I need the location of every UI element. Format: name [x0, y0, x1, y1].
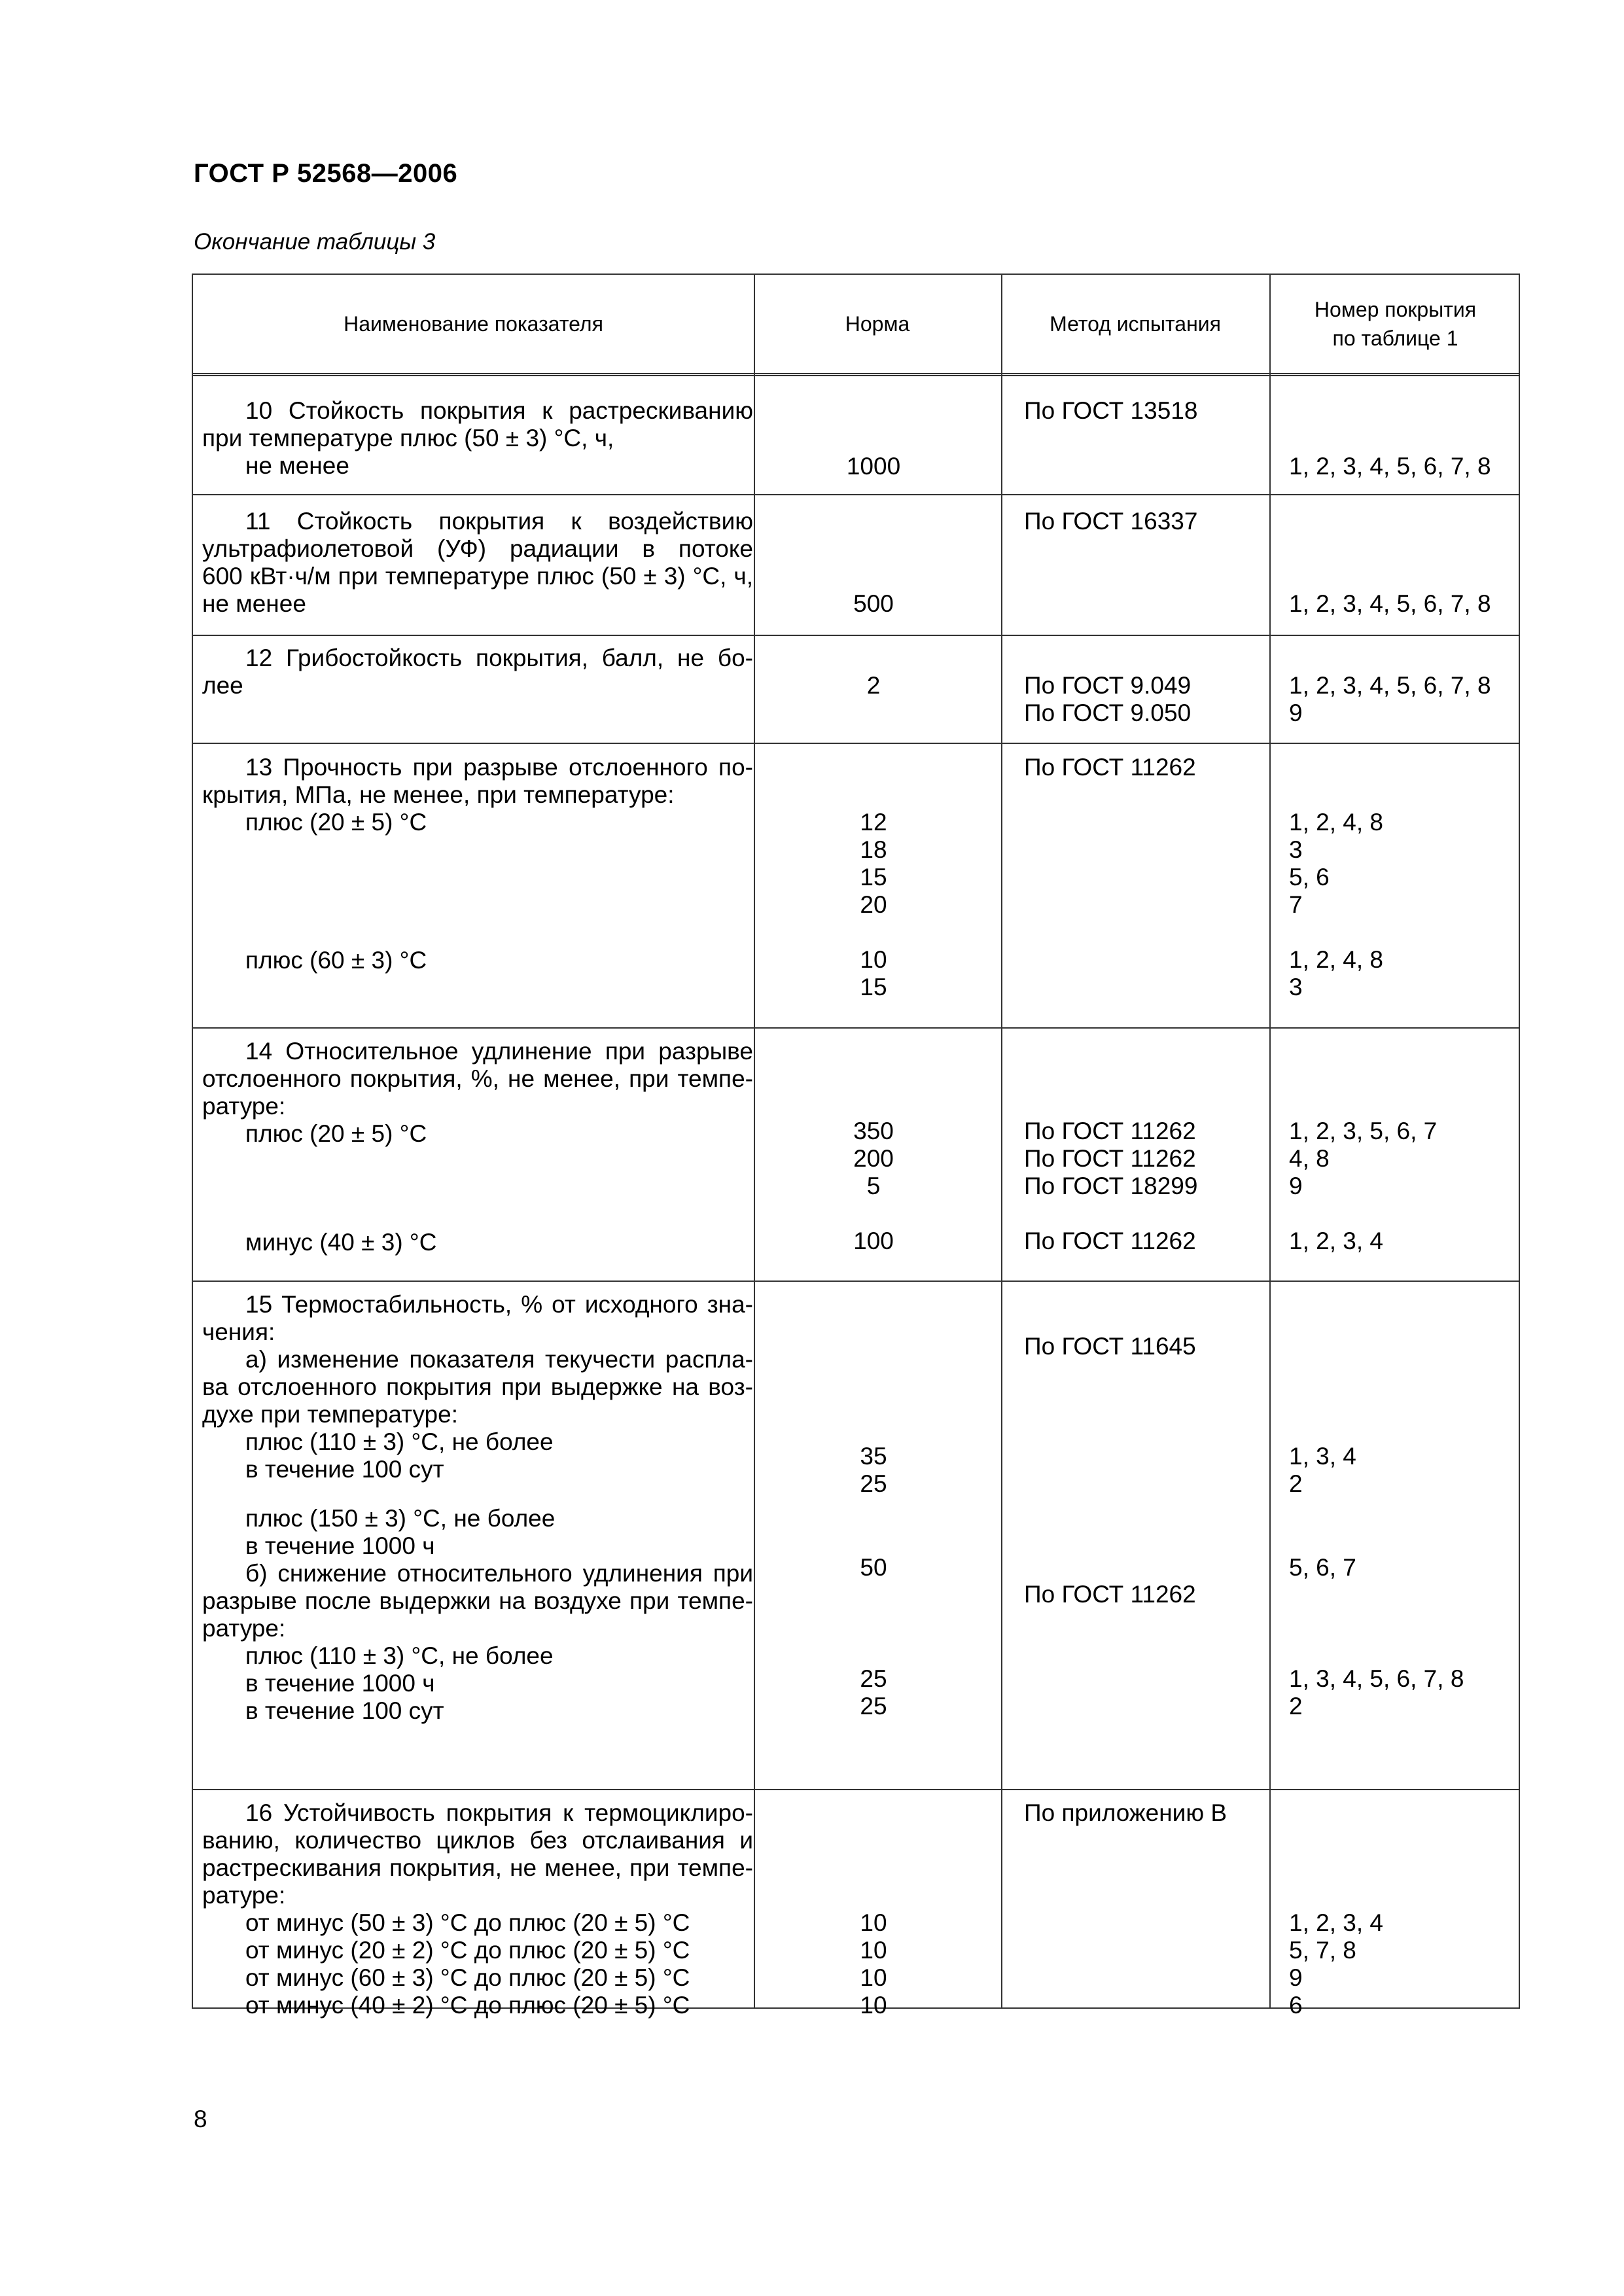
- norm-value: 50: [860, 1554, 887, 1581]
- table-row-13-name-cont: [202, 947, 753, 974]
- norm-value: 12: [860, 809, 887, 836]
- row-divider: [193, 1280, 1519, 1282]
- name-line: разрыве после выдержки на воздухе при темпе-: [202, 1587, 753, 1614]
- method-value: По ГОСТ 9.050: [1024, 699, 1192, 726]
- method-value: По приложению В: [1024, 1799, 1227, 1826]
- name-line: ратуре:: [202, 1093, 286, 1120]
- name-line: отслоенного покрытия, %, не менее, при темпе-: [202, 1065, 753, 1092]
- norm-value: 35: [860, 1443, 887, 1470]
- name-line: 10 Стойкость покрытия к растрескиванию: [245, 397, 753, 424]
- method-value: По ГОСТ 11645: [1024, 1333, 1196, 1360]
- name-line: плюс (20 ± 5) °С: [245, 1120, 427, 1147]
- coverage-value: 2: [1289, 1693, 1303, 1720]
- name-line: не менее: [202, 590, 306, 617]
- coverage-value: 3: [1289, 836, 1303, 863]
- name-line: от минус (40 ± 2) °С до плюс (20 ± 5) °С: [245, 1992, 690, 2019]
- norm-value: 500: [853, 590, 894, 617]
- coverage-value: 4, 8: [1289, 1145, 1330, 1172]
- method-value: По ГОСТ 11262: [1024, 754, 1196, 781]
- coverage-value: 7: [1289, 891, 1303, 918]
- name-line: духе при температуре:: [202, 1401, 458, 1428]
- coverage-value: 1, 2, 3, 4, 5, 6, 7, 8: [1289, 590, 1491, 617]
- coverage-value: 3: [1289, 974, 1303, 1000]
- header-name: Наименование показателя: [344, 312, 603, 336]
- norm-value: 200: [853, 1145, 894, 1172]
- norm-value: 10: [860, 1909, 887, 1936]
- document-code: ГОСТ Р 52568—2006: [194, 159, 458, 188]
- table-row-14-name: [202, 1038, 753, 1148]
- name-line: чения:: [202, 1318, 275, 1345]
- table-row-13-name: [202, 754, 753, 836]
- row-divider: [193, 494, 1519, 495]
- name-line: в течение 1000 ч: [245, 1670, 435, 1697]
- table-row-11-coverage: [1289, 590, 1518, 618]
- method-value: По ГОСТ 11262: [1024, 1227, 1196, 1254]
- norm-value: 10: [860, 1992, 887, 2019]
- table-row-15-norm-a1: [762, 1443, 985, 1498]
- name-line: плюс (150 ± 3) °С, не более: [245, 1505, 556, 1532]
- table-row-14-norm: [762, 1118, 985, 1255]
- name-line: от минус (60 ± 3) °С до плюс (20 ± 5) °С: [245, 1964, 690, 1991]
- coverage-value: 9: [1289, 1173, 1303, 1199]
- coverage-value: 1, 2, 3, 4, 5, 6, 7, 8: [1289, 672, 1491, 699]
- norm-value: 18: [860, 836, 887, 863]
- coverage-value: 1, 3, 4: [1289, 1443, 1356, 1470]
- coverage-value: 5, 6: [1289, 864, 1330, 891]
- table-row-14-name-cont: [202, 1229, 753, 1256]
- name-line: плюс (110 ± 3) °С, не более: [245, 1642, 554, 1669]
- name-line: 13 Прочность при разрыве отслоенного по-: [245, 754, 753, 781]
- page-number: 8: [194, 2106, 207, 2132]
- norm-value: 10: [860, 1937, 887, 1964]
- table-row-10-name: [202, 397, 753, 480]
- table-row-12-name: [202, 645, 753, 699]
- name-line: плюс (20 ± 5) °С: [245, 809, 427, 836]
- table-row-15-name: [202, 1291, 753, 1483]
- coverage-value: 6: [1289, 1992, 1303, 2019]
- table-row-15-norm-b: [762, 1665, 985, 1720]
- name-line: 11 Стойкость покрытия к воздействию: [245, 508, 753, 535]
- name-line: ратуре:: [202, 1882, 286, 1909]
- name-line: плюс (60 ± 3) °С: [245, 947, 427, 974]
- norm-value: 20: [860, 891, 887, 918]
- name-line: ратуре:: [202, 1615, 286, 1642]
- name-line: растрескивания покрытия, не менее, при темпе-: [202, 1854, 753, 1881]
- table-row-15-coverage-b: [1289, 1665, 1518, 1720]
- coverage-value: 1, 2, 3, 4: [1289, 1227, 1383, 1254]
- table-row-16-coverage: [1289, 1909, 1518, 2019]
- method-value: По ГОСТ 18299: [1024, 1173, 1198, 1199]
- header-coverage-line2: по таблице 1: [1332, 327, 1458, 350]
- table-row-11-name: [202, 508, 753, 618]
- table-row-12-method: [1024, 672, 1286, 727]
- coverage-value: 2: [1289, 1470, 1303, 1497]
- table-row-15-coverage-a1: [1289, 1443, 1518, 1498]
- method-value: По ГОСТ 11262: [1024, 1118, 1196, 1144]
- name-line: 600 кВт·ч/м при температуре плюс (50 ± 3) °С, ч,: [202, 563, 753, 590]
- name-line: б) снижение относительного удлинения при: [245, 1560, 753, 1587]
- name-line: от минус (50 ± 3) °С до плюс (20 ± 5) °С: [245, 1909, 690, 1936]
- table-row-14-coverage: [1289, 1118, 1518, 1255]
- row-divider: [193, 635, 1519, 636]
- coverage-value: 1, 3, 4, 5, 6, 7, 8: [1289, 1665, 1464, 1692]
- table-row-11-norm: [762, 590, 985, 618]
- name-line: ва отслоенного покрытия при выдержке на воз-: [202, 1373, 753, 1400]
- row-divider: [193, 1027, 1519, 1029]
- table-row-14-method: [1024, 1118, 1286, 1255]
- name-line: 14 Относительное удлинение при разрыве: [245, 1038, 753, 1065]
- table-row-15-method-b: [1024, 1581, 1286, 1608]
- table-row-15-norm-a2: [762, 1554, 985, 1581]
- name-line: лее: [202, 672, 243, 699]
- column-divider: [754, 275, 755, 2007]
- table-row-11-method: [1024, 508, 1286, 535]
- table-row-12-norm: [762, 672, 985, 699]
- table-header: [193, 275, 1519, 376]
- coverage-value: 1, 2, 3, 5, 6, 7: [1289, 1118, 1438, 1144]
- name-line: а) изменение показателя текучести распла-: [245, 1346, 753, 1373]
- name-line: плюс (110 ± 3) °С, не более: [245, 1428, 554, 1455]
- header-coverage-line1: Номер покрытия: [1314, 298, 1477, 321]
- table-row-13-coverage: [1289, 809, 1518, 1001]
- name-line: не менее: [245, 452, 349, 479]
- norm-value: 25: [860, 1693, 887, 1720]
- table-row-15-coverage-a2: [1289, 1554, 1518, 1581]
- table-row-13-method: [1024, 754, 1286, 781]
- method-value: По ГОСТ 13518: [1024, 397, 1198, 424]
- method-value: По ГОСТ 11262: [1024, 1145, 1196, 1172]
- coverage-value: 9: [1289, 1964, 1303, 1991]
- coverage-value: 1, 2, 3, 4, 5, 6, 7, 8: [1289, 453, 1491, 480]
- coverage-value: 1, 2, 3, 4: [1289, 1909, 1383, 1936]
- norm-value: 15: [860, 974, 887, 1000]
- norm-value: 2: [866, 672, 881, 699]
- row-divider: [193, 743, 1519, 744]
- table-row-16-method: [1024, 1799, 1286, 1827]
- table-row-10-norm: [762, 453, 985, 480]
- norm-value: 25: [860, 1665, 887, 1692]
- properties-table: [192, 274, 1520, 2019]
- table-row-15-method-a: [1024, 1333, 1286, 1360]
- norm-value: 10: [860, 1964, 887, 1991]
- coverage-value: 9: [1289, 699, 1303, 726]
- table-caption: Окончание таблицы 3: [194, 229, 436, 255]
- table-row-10-coverage: [1289, 453, 1518, 480]
- header-norm: Норма: [845, 312, 910, 336]
- column-divider: [1001, 275, 1002, 2007]
- name-line: в течение 1000 ч: [245, 1532, 435, 1559]
- method-value: По ГОСТ 9.049: [1024, 672, 1192, 699]
- header-method: Метод испытания: [1050, 312, 1221, 336]
- table-row-16-norm: [762, 1909, 985, 2019]
- name-line: минус (40 ± 3) °С: [245, 1229, 437, 1256]
- table-row-12-coverage: [1289, 672, 1518, 727]
- table-row-13-norm: [762, 809, 985, 1001]
- norm-value: 10: [860, 946, 887, 973]
- name-line: 16 Устойчивость покрытия к термоциклиро-: [245, 1799, 753, 1826]
- table-row-15-name-cont: [202, 1505, 753, 1725]
- table-row-10-method: [1024, 397, 1286, 425]
- method-value: По ГОСТ 11262: [1024, 1581, 1196, 1608]
- row-divider: [193, 1789, 1519, 1790]
- name-line: в течение 100 сут: [245, 1456, 444, 1483]
- coverage-value: 1, 2, 4, 8: [1289, 946, 1383, 973]
- method-value: По ГОСТ 16337: [1024, 508, 1198, 535]
- coverage-value: 5, 7, 8: [1289, 1937, 1356, 1964]
- name-line: 12 Грибостойкость покрытия, балл, не бо-: [245, 645, 753, 671]
- name-line: от минус (20 ± 2) °С до плюс (20 ± 5) °С: [245, 1937, 690, 1964]
- name-line: в течение 100 сут: [245, 1697, 444, 1724]
- norm-value: 100: [853, 1227, 894, 1254]
- coverage-value: 5, 6, 7: [1289, 1554, 1356, 1581]
- norm-value: 1000: [846, 453, 901, 480]
- table-row-16-name: [202, 1799, 753, 2019]
- header-coverage: [1269, 275, 1521, 373]
- name-line: ванию, количество циклов без отслаивания и: [202, 1827, 753, 1854]
- name-line: крытия, МПа, не менее, при температуре:: [202, 781, 675, 808]
- norm-value: 350: [853, 1118, 894, 1144]
- name-line: ультрафиолетовой (УФ) радиации в потоке: [202, 535, 753, 562]
- norm-value: 5: [866, 1173, 881, 1199]
- norm-value: 25: [860, 1470, 887, 1497]
- norm-value: 15: [860, 864, 887, 891]
- name-line: 15 Термостабильность, % от исходного зна-: [245, 1291, 753, 1318]
- coverage-value: 1, 2, 4, 8: [1289, 809, 1383, 836]
- name-line: при температуре плюс (50 ± 3) °С, ч,: [202, 425, 614, 451]
